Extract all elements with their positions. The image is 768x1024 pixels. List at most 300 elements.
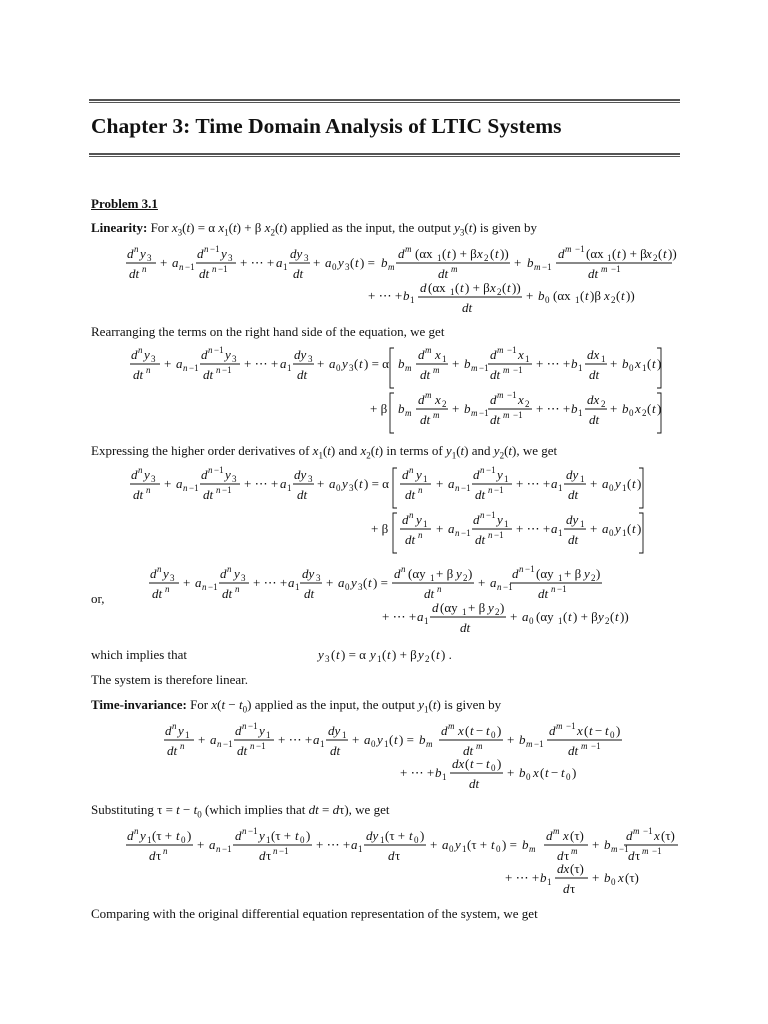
svg-text:−1: −1 — [461, 483, 471, 493]
svg-text:)): )) — [626, 288, 635, 303]
svg-text:0: 0 — [611, 877, 616, 887]
svg-text:a: a — [176, 476, 183, 491]
svg-text:t: t — [663, 246, 667, 261]
svg-text:0: 0 — [545, 295, 550, 305]
svg-text:dt: dt — [490, 412, 501, 427]
svg-text:n: n — [227, 564, 232, 574]
svg-text:(: ( — [563, 609, 568, 624]
svg-text:1: 1 — [287, 363, 292, 373]
svg-text:x: x — [654, 828, 660, 843]
svg-text:+ ⋯ +: + ⋯ + — [244, 476, 279, 491]
svg-text:t: t — [176, 828, 180, 843]
svg-text:n: n — [179, 262, 184, 272]
svg-text:0: 0 — [414, 835, 419, 845]
svg-text:dy: dy — [328, 723, 341, 738]
svg-text:d: d — [149, 848, 156, 863]
svg-text:y: y — [259, 723, 265, 738]
svg-text:dt: dt — [589, 367, 600, 382]
svg-text:y: y — [140, 246, 146, 261]
svg-text:−1: −1 — [591, 741, 601, 751]
svg-text:0: 0 — [526, 772, 531, 782]
svg-text:−1: −1 — [222, 365, 232, 375]
svg-text:n: n — [138, 465, 143, 475]
svg-text:m: m — [581, 741, 588, 751]
svg-text:): ) — [657, 356, 662, 371]
svg-text:−1: −1 — [248, 721, 258, 731]
svg-text:+: + — [610, 356, 618, 371]
svg-text:) + β: ) + β — [573, 609, 598, 624]
svg-text:τ: τ — [395, 848, 401, 863]
svg-text:dt: dt — [152, 586, 163, 601]
svg-text:y: y — [178, 723, 184, 738]
svg-text:+: + — [452, 401, 460, 416]
svg-text:a: a — [313, 732, 320, 747]
svg-text:2: 2 — [653, 253, 658, 263]
svg-text:m: m — [534, 262, 541, 272]
svg-text:−1: −1 — [189, 363, 199, 373]
svg-text:−1: −1 — [256, 741, 266, 751]
svg-text:x: x — [477, 246, 483, 261]
svg-text:y: y — [225, 347, 231, 362]
svg-text:+: + — [317, 356, 325, 371]
svg-text:3: 3 — [170, 573, 175, 583]
svg-text:t: t — [486, 723, 490, 738]
svg-text:+: + — [514, 255, 522, 270]
svg-text:d: d — [626, 828, 633, 843]
svg-text:n: n — [142, 264, 147, 274]
svg-text:−: − — [595, 723, 603, 738]
or-label: or, — [91, 591, 105, 606]
svg-text:+: + — [507, 765, 515, 780]
svg-text:d: d — [220, 566, 227, 581]
svg-text:+ ⋯ +: + ⋯ + — [516, 521, 551, 536]
svg-text:a: a — [522, 609, 529, 624]
svg-text:dt: dt — [438, 266, 449, 281]
svg-text:−1: −1 — [643, 826, 653, 836]
svg-text:0: 0 — [566, 772, 571, 782]
svg-text:dy: dy — [566, 512, 579, 527]
svg-text:dt: dt — [297, 367, 308, 382]
svg-text:b: b — [604, 870, 611, 885]
svg-text:n: n — [455, 528, 460, 538]
svg-text:x: x — [518, 347, 524, 362]
svg-text:1: 1 — [380, 835, 385, 845]
svg-text:+: + — [478, 575, 486, 590]
svg-text:n: n — [480, 510, 485, 520]
svg-text:n: n — [216, 365, 221, 375]
svg-text:+: + — [507, 732, 515, 747]
svg-text:1: 1 — [410, 295, 415, 305]
svg-text:dt: dt — [568, 532, 579, 547]
svg-text:dt: dt — [297, 487, 308, 502]
svg-text:3: 3 — [151, 354, 156, 364]
svg-text:dt: dt — [405, 532, 416, 547]
svg-text:m: m — [433, 410, 440, 420]
svg-text:y: y — [140, 828, 146, 843]
svg-text:)β: )β — [590, 288, 601, 303]
svg-text:(: ( — [465, 756, 470, 771]
svg-text:n: n — [497, 582, 502, 592]
svg-text:n: n — [519, 564, 524, 574]
expressing-text: Expressing the higher order derivatives of — [91, 443, 310, 458]
svg-text:dt: dt — [460, 620, 471, 635]
svg-text:m: m — [526, 739, 533, 749]
svg-text:n: n — [134, 826, 139, 836]
svg-text:3: 3 — [151, 474, 156, 484]
svg-text:1: 1 — [580, 519, 585, 529]
svg-text:m: m — [503, 410, 510, 420]
svg-text:t: t — [491, 837, 495, 852]
svg-text:−1: −1 — [507, 390, 517, 400]
svg-text:(: ( — [354, 356, 359, 371]
svg-text:+: + — [160, 255, 168, 270]
svg-text:0: 0 — [300, 835, 305, 845]
svg-text:b: b — [381, 255, 388, 270]
svg-text:+: + — [452, 356, 460, 371]
svg-text:) + β: ) + β — [452, 246, 477, 261]
svg-text:dy: dy — [294, 347, 307, 362]
svg-text:a: a — [329, 356, 336, 371]
svg-text:d: d — [490, 347, 497, 362]
svg-text:(: ( — [331, 647, 336, 662]
svg-text:(αx: (αx — [586, 246, 604, 261]
svg-text:y: y — [144, 467, 150, 482]
svg-text:) .: ) . — [441, 647, 452, 662]
svg-text:m: m — [433, 365, 440, 375]
svg-text:n: n — [455, 483, 460, 493]
svg-text:t: t — [585, 288, 589, 303]
svg-text:m: m — [611, 844, 618, 854]
svg-text:y: y — [318, 647, 324, 662]
svg-text:b: b — [522, 837, 529, 852]
svg-text:m: m — [405, 408, 412, 418]
svg-text:): ) — [420, 828, 425, 843]
svg-text:1: 1 — [266, 835, 271, 845]
svg-text:) =: ) = — [502, 837, 517, 852]
svg-text:(αy: (αy — [440, 600, 458, 615]
svg-text:dt: dt — [568, 743, 579, 758]
svg-text:1: 1 — [424, 616, 429, 626]
svg-text:d: d — [546, 828, 553, 843]
svg-text:t: t — [545, 765, 549, 780]
svg-text:y: y — [418, 647, 424, 662]
chapter-title: Chapter 3: Time Domain Analysis of LTIC Systems — [91, 114, 562, 138]
svg-text:dy: dy — [290, 246, 303, 261]
svg-text:dt: dt — [490, 367, 501, 382]
svg-text:1: 1 — [266, 730, 271, 740]
svg-text:) = α: ) = α — [364, 476, 389, 491]
svg-text:b: b — [419, 732, 426, 747]
svg-text:+: + — [317, 476, 325, 491]
svg-text:−1: −1 — [210, 244, 220, 254]
svg-text:+ ⋯ +: + ⋯ + — [400, 765, 435, 780]
svg-text:(αy: (αy — [408, 566, 426, 581]
svg-text:n: n — [488, 485, 493, 495]
svg-text:(: ( — [354, 476, 359, 491]
svg-text:dt: dt — [222, 586, 233, 601]
svg-text:−1: −1 — [222, 485, 232, 495]
svg-text:−1: −1 — [619, 844, 629, 854]
svg-text:m: m — [448, 721, 455, 731]
svg-text:(τ): (τ) — [661, 828, 675, 843]
svg-text:+ ⋯ +: + ⋯ + — [316, 837, 351, 852]
svg-text:2: 2 — [591, 573, 596, 583]
svg-text:dt: dt — [420, 367, 431, 382]
svg-text:y: y — [455, 837, 461, 852]
substituting-sentence: Substituting $\tau = t - t_0$ (which implies that dt = dτ), we get — [91, 802, 390, 820]
svg-text:): ) — [637, 476, 642, 491]
svg-text:−1: −1 — [534, 739, 544, 749]
svg-text:a: a — [490, 575, 497, 590]
svg-text:d: d — [402, 512, 409, 527]
svg-text:n: n — [217, 739, 222, 749]
svg-text:dy: dy — [302, 566, 315, 581]
time-invariance-text: applied as the input, the output — [254, 697, 415, 712]
svg-text:−1: −1 — [494, 485, 504, 495]
svg-text:−1: −1 — [486, 510, 496, 520]
svg-text:y: y — [497, 467, 503, 482]
svg-text:a: a — [209, 837, 216, 852]
svg-text:+: + — [436, 476, 444, 491]
svg-text:(: ( — [350, 255, 355, 270]
svg-text:(τ +: (τ + — [271, 828, 292, 843]
time-invariance-sentence: Time-invariance: For $x(t - t_0)$ applied as the input, the output $y_1(t)$ is given by — [91, 697, 502, 715]
svg-text:a: a — [448, 476, 455, 491]
svg-text:(: ( — [382, 647, 387, 662]
problem-heading: Problem 3.1 — [91, 196, 158, 211]
substituting-text: Substituting — [91, 802, 154, 817]
svg-text:x: x — [618, 870, 624, 885]
svg-text:y: y — [338, 255, 344, 270]
svg-text:+: + — [183, 575, 191, 590]
svg-text:+ ⋯ +: + ⋯ + — [382, 609, 417, 624]
svg-text:1: 1 — [601, 354, 606, 364]
svg-text:n: n — [409, 465, 414, 475]
svg-text:d: d — [398, 246, 405, 261]
svg-text:a: a — [602, 476, 609, 491]
svg-text:x: x — [604, 288, 610, 303]
svg-text:d: d — [473, 512, 480, 527]
svg-text:+ ⋯ +: + ⋯ + — [516, 476, 551, 491]
linearity-text-pre: For — [150, 220, 169, 235]
svg-text:t: t — [632, 476, 636, 491]
svg-text:n: n — [212, 264, 217, 274]
svg-text:) + β: ) + β — [392, 647, 417, 662]
svg-text:1: 1 — [558, 616, 563, 626]
svg-text:) + β: ) + β — [465, 280, 490, 295]
svg-text:a: a — [417, 609, 424, 624]
svg-text:b: b — [403, 288, 410, 303]
svg-text:+: + — [352, 732, 360, 747]
svg-text:d: d — [259, 848, 266, 863]
svg-text:m: m — [565, 244, 572, 254]
expressing-sentence: Expressing the higher order derivatives of $x_1(t)$ and $x_2(t)$ in terms of $y_1(t)$ and $y_2(t)$, we get — [91, 443, 558, 461]
svg-text:t: t — [652, 356, 656, 371]
svg-text:a: a — [176, 356, 183, 371]
svg-text:d: d — [235, 828, 242, 843]
svg-text:t: t — [394, 732, 398, 747]
svg-text:0: 0 — [336, 363, 341, 373]
svg-text:1: 1 — [622, 528, 627, 538]
svg-text:n: n — [134, 244, 139, 254]
svg-text:1: 1 — [578, 408, 583, 418]
svg-text:−1: −1 — [652, 846, 662, 856]
svg-text:): ) — [616, 723, 621, 738]
svg-text:3: 3 — [232, 354, 237, 364]
svg-text:1: 1 — [504, 519, 509, 529]
svg-text:t: t — [295, 828, 299, 843]
svg-text:): ) — [468, 566, 473, 581]
svg-text:b: b — [622, 401, 629, 416]
svg-text:0: 0 — [609, 528, 614, 538]
svg-text:y: y — [488, 600, 494, 615]
svg-text:dt: dt — [199, 266, 210, 281]
svg-text:t: t — [409, 828, 413, 843]
svg-text:n: n — [157, 564, 162, 574]
svg-text:d: d — [201, 467, 208, 482]
svg-text:d: d — [394, 566, 401, 581]
svg-text:dt: dt — [167, 743, 178, 758]
svg-text:m: m — [497, 345, 504, 355]
svg-text:n: n — [437, 584, 442, 594]
svg-text:b: b — [435, 765, 442, 780]
svg-text:0: 0 — [345, 582, 350, 592]
svg-text:): ) — [187, 828, 192, 843]
svg-text:(: ( — [540, 765, 545, 780]
svg-text:d: d — [420, 280, 427, 295]
svg-text:x: x — [563, 828, 569, 843]
svg-text:n: n — [146, 485, 151, 495]
svg-text:−1: −1 — [503, 582, 513, 592]
svg-text:1: 1 — [504, 474, 509, 484]
svg-text:3: 3 — [241, 573, 246, 583]
svg-text:n: n — [208, 465, 213, 475]
svg-text:d: d — [418, 392, 425, 407]
svg-text:b: b — [540, 870, 547, 885]
svg-text:b: b — [527, 255, 534, 270]
svg-text:t: t — [617, 246, 621, 261]
linear-conclusion: The system is therefore linear. — [91, 672, 249, 687]
svg-text:−1: −1 — [542, 262, 552, 272]
svg-text:(: ( — [616, 288, 621, 303]
svg-text:2: 2 — [497, 287, 502, 297]
svg-text:dt: dt — [420, 412, 431, 427]
svg-text:d: d — [563, 881, 570, 896]
implies-text: which implies that — [91, 647, 188, 662]
svg-text:(: ( — [647, 401, 652, 416]
svg-text:a: a — [288, 575, 295, 590]
svg-text:0: 0 — [609, 483, 614, 493]
svg-text:) =: ) = — [373, 575, 388, 590]
svg-text:m: m — [497, 390, 504, 400]
svg-text:0: 0 — [491, 730, 496, 740]
svg-text:1: 1 — [547, 877, 552, 887]
svg-text:x: x — [490, 280, 496, 295]
svg-text:−1: −1 — [214, 465, 224, 475]
svg-text:1: 1 — [423, 474, 428, 484]
svg-text:τ: τ — [156, 848, 162, 863]
svg-text:(αy: (αy — [536, 566, 554, 581]
svg-text:(: ( — [584, 723, 589, 738]
svg-text:x: x — [635, 401, 641, 416]
svg-text:(: ( — [442, 246, 447, 261]
svg-text:m: m — [601, 264, 608, 274]
svg-text:) =: ) = — [360, 255, 375, 270]
svg-text:−1: −1 — [248, 826, 258, 836]
svg-text:x: x — [646, 246, 652, 261]
svg-text:2: 2 — [601, 399, 606, 409]
svg-text:a: a — [280, 356, 287, 371]
svg-text:d: d — [165, 723, 172, 738]
svg-text:b: b — [398, 356, 405, 371]
svg-text:t: t — [589, 723, 593, 738]
svg-text:+: + — [526, 288, 534, 303]
svg-text:n: n — [242, 826, 247, 836]
svg-text:a: a — [442, 837, 449, 852]
svg-text:(τ): (τ) — [570, 828, 584, 843]
svg-text:2: 2 — [425, 654, 430, 664]
svg-text:n: n — [208, 345, 213, 355]
svg-text:0: 0 — [629, 363, 634, 373]
svg-text:m: m — [642, 846, 649, 856]
svg-text:(αy: (αy — [536, 609, 554, 624]
svg-text:−1: −1 — [611, 264, 621, 274]
svg-text:1: 1 — [295, 582, 300, 592]
svg-text:+: + — [592, 837, 600, 852]
svg-text:−: − — [476, 723, 484, 738]
svg-text:m: m — [571, 846, 578, 856]
svg-text:): ) — [572, 765, 577, 780]
svg-text:n: n — [551, 584, 556, 594]
svg-text:t: t — [447, 246, 451, 261]
svg-text:y: y — [234, 566, 240, 581]
svg-text:dx: dx — [557, 861, 570, 876]
svg-text:t: t — [359, 476, 363, 491]
svg-text:1: 1 — [462, 607, 467, 617]
svg-text:2: 2 — [484, 253, 489, 263]
rearranging-text: Rearranging the terms on the right hand side of the equation, we get — [91, 324, 445, 339]
svg-text:a: a — [551, 521, 558, 536]
svg-text:m: m — [529, 844, 536, 854]
svg-text:d: d — [557, 848, 564, 863]
svg-text:+ ⋯ +: + ⋯ + — [244, 356, 279, 371]
svg-text:1: 1 — [320, 739, 325, 749]
svg-text:+ ⋯ +: + ⋯ + — [240, 255, 275, 270]
svg-text:(: ( — [465, 723, 470, 738]
svg-text:m: m — [633, 826, 640, 836]
svg-text:m: m — [556, 721, 563, 731]
svg-text:a: a — [276, 255, 283, 270]
svg-text:a: a — [364, 732, 371, 747]
svg-text:−1: −1 — [566, 721, 576, 731]
svg-text:n: n — [216, 485, 221, 495]
svg-text:t: t — [355, 255, 359, 270]
svg-text:−1: −1 — [223, 739, 233, 749]
svg-text:n: n — [250, 741, 255, 751]
svg-text:b: b — [464, 401, 471, 416]
svg-text:t: t — [568, 609, 572, 624]
svg-text:dt: dt — [424, 586, 435, 601]
svg-text:−1: −1 — [557, 584, 567, 594]
svg-text:−1: −1 — [513, 410, 523, 420]
svg-text:1: 1 — [450, 287, 455, 297]
svg-text:(τ +: (τ + — [152, 828, 173, 843]
svg-text:+: + — [592, 870, 600, 885]
svg-text:−1: −1 — [208, 582, 218, 592]
svg-text:dt: dt — [129, 266, 140, 281]
svg-text:dt: dt — [330, 743, 341, 758]
svg-text:t: t — [652, 401, 656, 416]
